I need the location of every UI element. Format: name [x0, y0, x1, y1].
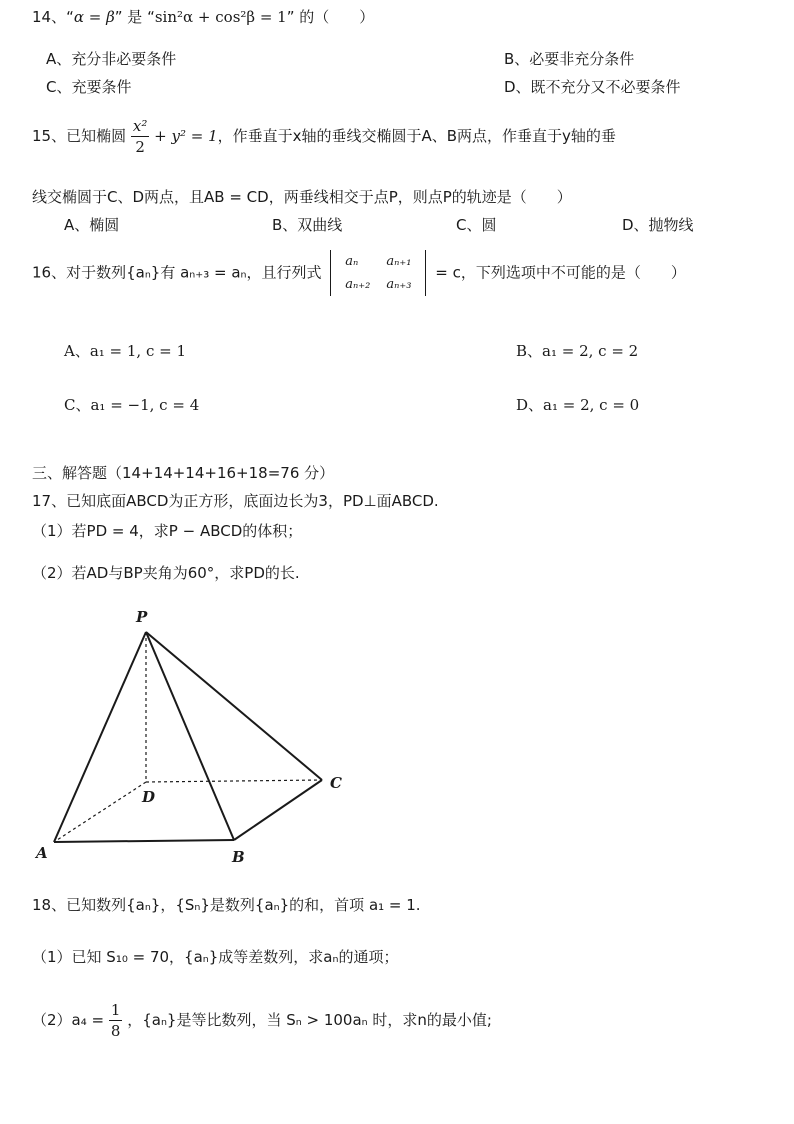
q18-stem: 18、已知数列{aₙ}，{Sₙ}是数列{aₙ}的和，首项 a₁ = 1.: [32, 896, 421, 914]
label-D: D: [142, 788, 156, 806]
label-P: P: [136, 608, 148, 626]
q16-option-a: A、a₁ = 1, c = 1: [64, 342, 187, 360]
q14-stem-c: ” 的（ ）: [286, 8, 375, 26]
q16-stem: [32, 250, 686, 296]
q18-part2-b: ，{aₙ}是等比数列，当 Sₙ > 100aₙ 时，求n的最小值;: [127, 1011, 492, 1029]
q15-frac-num: x²: [132, 117, 148, 135]
q15-option-a: A、椭圆: [64, 216, 120, 234]
q15-text1: ，作垂直于x轴的垂线交椭圆于A、B两点，作垂直于y轴的垂: [217, 127, 616, 145]
q15-frac-den: 2: [135, 138, 145, 156]
q14-option-a: A、充分非必要条件: [46, 50, 177, 68]
section-heading: 三、解答题（14+14+14+16+18=76 分）: [32, 464, 335, 482]
q15-num: 15、已知椭圆: [32, 127, 127, 145]
q18-part2: [32, 1000, 492, 1041]
q14-stem: [32, 6, 374, 27]
edge-PB: [146, 632, 234, 840]
det-cell: aₙ₊₃: [386, 277, 412, 292]
q15-line2: 线交椭圆于C、D两点，且AB = CD，两垂线相交于点P，则点P的轨迹是（ ）: [32, 188, 572, 206]
edge-PA: [54, 632, 146, 842]
q16-option-b: B、a₁ = 2, c = 2: [516, 342, 639, 360]
det-cell: aₙ₊₂: [345, 277, 371, 292]
q15-option-d: D、抛物线: [622, 216, 694, 234]
q15-option-c: C、圆: [456, 216, 497, 234]
q18-part2-a: （2）a₄ =: [32, 1011, 105, 1029]
q16-option-c: C、a₁ = −1, c = 4: [64, 396, 200, 414]
q14-stem-b: ” 是 “: [114, 8, 155, 26]
edge-BC: [234, 780, 322, 840]
edge-PC: [146, 632, 322, 780]
det-cell: aₙ: [345, 254, 359, 269]
label-A: A: [36, 844, 48, 862]
q15-line1: [32, 116, 616, 157]
q17-part1: （1）若PD = 4，求P − ABCD的体积；: [32, 522, 303, 540]
edge-DC: [146, 780, 322, 782]
q14-cond-left: α = β: [73, 8, 115, 26]
det-cell: aₙ₊₁: [386, 254, 412, 269]
q14-option-b: B、必要非充分条件: [504, 50, 635, 68]
q15-fraction: [131, 116, 149, 157]
q14-option-d: D、既不充分又不必要条件: [504, 78, 681, 96]
q14-option-c: C、充要条件: [46, 78, 132, 96]
q18-frac-num: 1: [110, 1001, 121, 1019]
q14-stem-a: 14、“: [32, 8, 74, 26]
pyramid-figure: [30, 600, 360, 870]
q14-cond-right: sin²α + cos²β = 1: [154, 8, 287, 26]
q15-option-b: B、双曲线: [272, 216, 343, 234]
q16-text-b: = c，下列选项中不可能的是（ ）: [435, 263, 686, 282]
q16-determinant: [330, 250, 426, 296]
q17-part2: （2）若AD与BP夹角为60°，求PD的长.: [32, 564, 300, 582]
edge-AB: [54, 840, 234, 842]
q18-fraction: [109, 1000, 123, 1041]
q15-eq: + y² = 1: [154, 127, 218, 145]
q16-text-a: 16、对于数列{aₙ}有 aₙ₊₃ = aₙ，且行列式: [32, 263, 322, 282]
q16-option-d: D、a₁ = 2, c = 0: [516, 396, 640, 414]
q18-frac-den: 8: [110, 1022, 121, 1040]
label-B: B: [232, 848, 245, 866]
label-C: C: [330, 774, 342, 792]
q18-part1: （1）已知 S₁₀ = 70，{aₙ}成等差数列，求aₙ的通项；: [32, 948, 399, 966]
q17-stem: 17、已知底面ABCD为正方形，底面边长为3，PD⊥面ABCD.: [32, 492, 439, 510]
